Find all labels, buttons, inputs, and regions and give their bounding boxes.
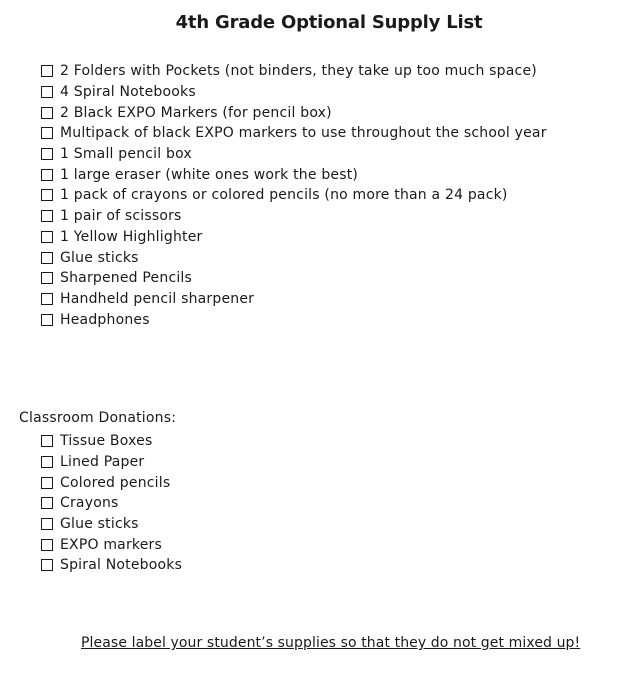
donation-item-label: Colored pencils	[60, 474, 171, 491]
supply-item-label: Glue sticks	[60, 249, 139, 266]
supply-item-label: 1 Small pencil box	[60, 146, 192, 163]
supply-item-label: 1 pair of scissors	[60, 208, 182, 225]
donation-item	[41, 555, 182, 576]
supply-item-label: Headphones	[60, 311, 150, 328]
supply-item	[41, 247, 547, 268]
checkbox[interactable]	[41, 169, 53, 181]
donation-item-label: EXPO markers	[60, 536, 162, 553]
supply-item	[41, 82, 547, 103]
supply-item	[41, 61, 547, 82]
checkbox[interactable]	[41, 107, 53, 119]
supply-item-label: Multipack of black EXPO markers to use throughout the school year	[60, 125, 547, 142]
checkbox[interactable]	[41, 293, 53, 305]
donation-item	[41, 493, 182, 514]
checkbox[interactable]	[41, 231, 53, 243]
checkbox[interactable]	[41, 189, 53, 201]
checkbox[interactable]	[41, 518, 53, 530]
checkbox[interactable]	[41, 127, 53, 139]
checkbox[interactable]	[41, 148, 53, 160]
donation-item	[41, 472, 182, 493]
checkbox[interactable]	[41, 477, 53, 489]
supply-item	[41, 309, 547, 330]
checkbox[interactable]	[41, 559, 53, 571]
supply-item	[41, 268, 547, 289]
supply-item	[41, 206, 547, 227]
checkbox[interactable]	[41, 539, 53, 551]
donations-heading: Classroom Donations:	[19, 410, 177, 426]
supply-item-label: Sharpened Pencils	[60, 270, 193, 287]
checkbox[interactable]	[41, 65, 53, 77]
supply-item-label: 1 large eraser (white ones work the best)	[60, 166, 359, 183]
donation-item	[41, 431, 182, 452]
donation-item-label: Spiral Notebooks	[60, 557, 183, 574]
donation-item-label: Tissue Boxes	[60, 433, 153, 450]
supply-item-label: Handheld pencil sharpener	[60, 290, 255, 307]
page-title: 4th Grade Optional Supply List	[175, 12, 483, 33]
checkbox[interactable]	[41, 314, 53, 326]
checkbox[interactable]	[41, 435, 53, 447]
supply-item-label: 1 pack of crayons or colored pencils (no more than a 24 pack)	[60, 187, 508, 204]
donation-item-label: Lined Paper	[60, 454, 145, 471]
supply-list	[41, 61, 547, 330]
checkbox[interactable]	[41, 272, 53, 284]
donations-list	[41, 431, 182, 576]
supply-item	[41, 185, 547, 206]
checkbox[interactable]	[41, 252, 53, 264]
footer-note: Please label your student’s supplies so that they do not get mixed up!	[81, 635, 581, 651]
checkbox[interactable]	[41, 210, 53, 222]
donation-item	[41, 514, 182, 535]
supply-item	[41, 289, 547, 310]
checkbox[interactable]	[41, 86, 53, 98]
supply-item-label: 4 Spiral Notebooks	[60, 84, 196, 101]
supply-item	[41, 102, 547, 123]
supply-item	[41, 227, 547, 248]
supply-item-label: 1 Yellow Highlighter	[60, 228, 203, 245]
donation-item	[41, 534, 182, 555]
supply-item-label: 2 Black EXPO Markers (for pencil box)	[60, 104, 332, 121]
supply-item	[41, 123, 547, 144]
supply-item	[41, 144, 547, 165]
checkbox[interactable]	[41, 456, 53, 468]
checkbox[interactable]	[41, 497, 53, 509]
supply-item	[41, 164, 547, 185]
donation-item-label: Crayons	[60, 495, 119, 512]
donation-item-label: Glue sticks	[60, 516, 139, 533]
donation-item	[41, 452, 182, 473]
supply-item-label: 2 Folders with Pockets (not binders, they take up too much space)	[60, 63, 537, 80]
